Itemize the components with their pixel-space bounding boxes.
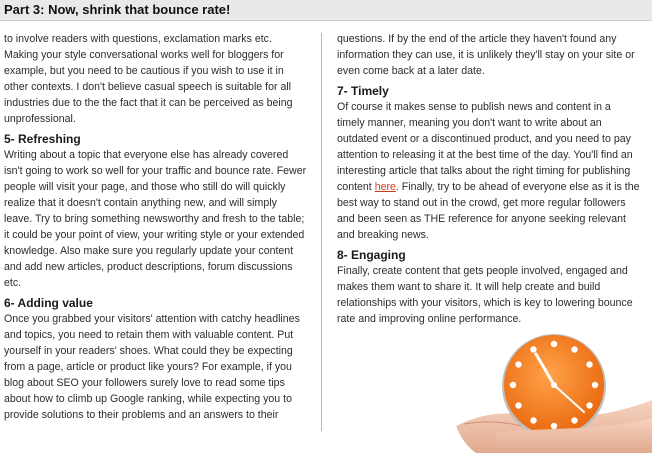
left-intro-paragraph: to involve readers with questions, exclamation marks etc. Making your style conversational works well for bloggers for example, but you need to be cautious if you wish to use it in other contexts. I don't believe casual speech is suitable for all industries due to the the fact that it can be perceived as being unprofessional. xyxy=(4,33,293,125)
section-7-heading: 7- Timely xyxy=(337,84,389,98)
left-column xyxy=(4,31,308,423)
column-divider xyxy=(321,33,322,431)
section-8-paragraph: Finally, create content that gets people involved, engaged and makes them want to share it. It will help create and build relationships with your visitors, which is key to lowering bounce rate and improving online performance. xyxy=(337,265,633,325)
clock-on-hand-icon xyxy=(456,330,652,453)
right-column xyxy=(337,31,640,327)
timing-article-link[interactable]: here xyxy=(374,181,396,193)
section-7-text-a: Of course it makes sense to publish news and content in a timely manner, meaning you don't want to write about an outdated event or a discontinued product, and you need to pay attention to releasing it at the best time of the day. You'll find an interesting article that talks about the right timing for publishing content xyxy=(337,101,633,193)
section-5-heading: 5- Refreshing xyxy=(4,132,81,146)
section-8-heading: 8- Engaging xyxy=(337,248,406,262)
clock-illustration xyxy=(456,330,652,453)
section-7-text-b: . Finally, try to be ahead of everyone else as it is the best way to stand out in the crowd, get more regular followers and been seen as THE reference for anyone seeking relevant and breaking news. xyxy=(337,181,640,241)
right-intro-paragraph: questions. If by the end of the article they haven't found any information they can use, it is unlikely they'll stay on your site or even come back at a later date. xyxy=(337,33,635,77)
section-7-paragraph xyxy=(337,99,640,243)
page-header xyxy=(0,0,652,21)
section-6-heading: 6- Adding value xyxy=(4,296,93,310)
section-6-paragraph: Once you grabbed your visitors' attention with catchy headlines and topics, you need to retain them with valuable content. Put yourself in your readers' shoes. What could they be expecting from a page, article or product like yours? For example, if you blog about SEO your followers surely love to read some tips about how to climb up Google ranking, while expecting you to provide solutions to their problems and an answers to their xyxy=(4,313,300,421)
section-5-paragraph: Writing about a topic that everyone else has already covered isn't going to work so well for your traffic and bounce rate. Fewer people will visit your page, and those who still do will quickly realize that it doesn't contain anything new, and will simply leave. Try to bring something newsworthy and fresh to the table; it could be your point of view, your writing style or your extended knowledge. Also make sure you regularly update your content and add new articles, product descriptions, forum discussions etc. xyxy=(4,149,307,289)
page-title: Part 3: Now, shrink that bounce rate! xyxy=(4,2,231,17)
